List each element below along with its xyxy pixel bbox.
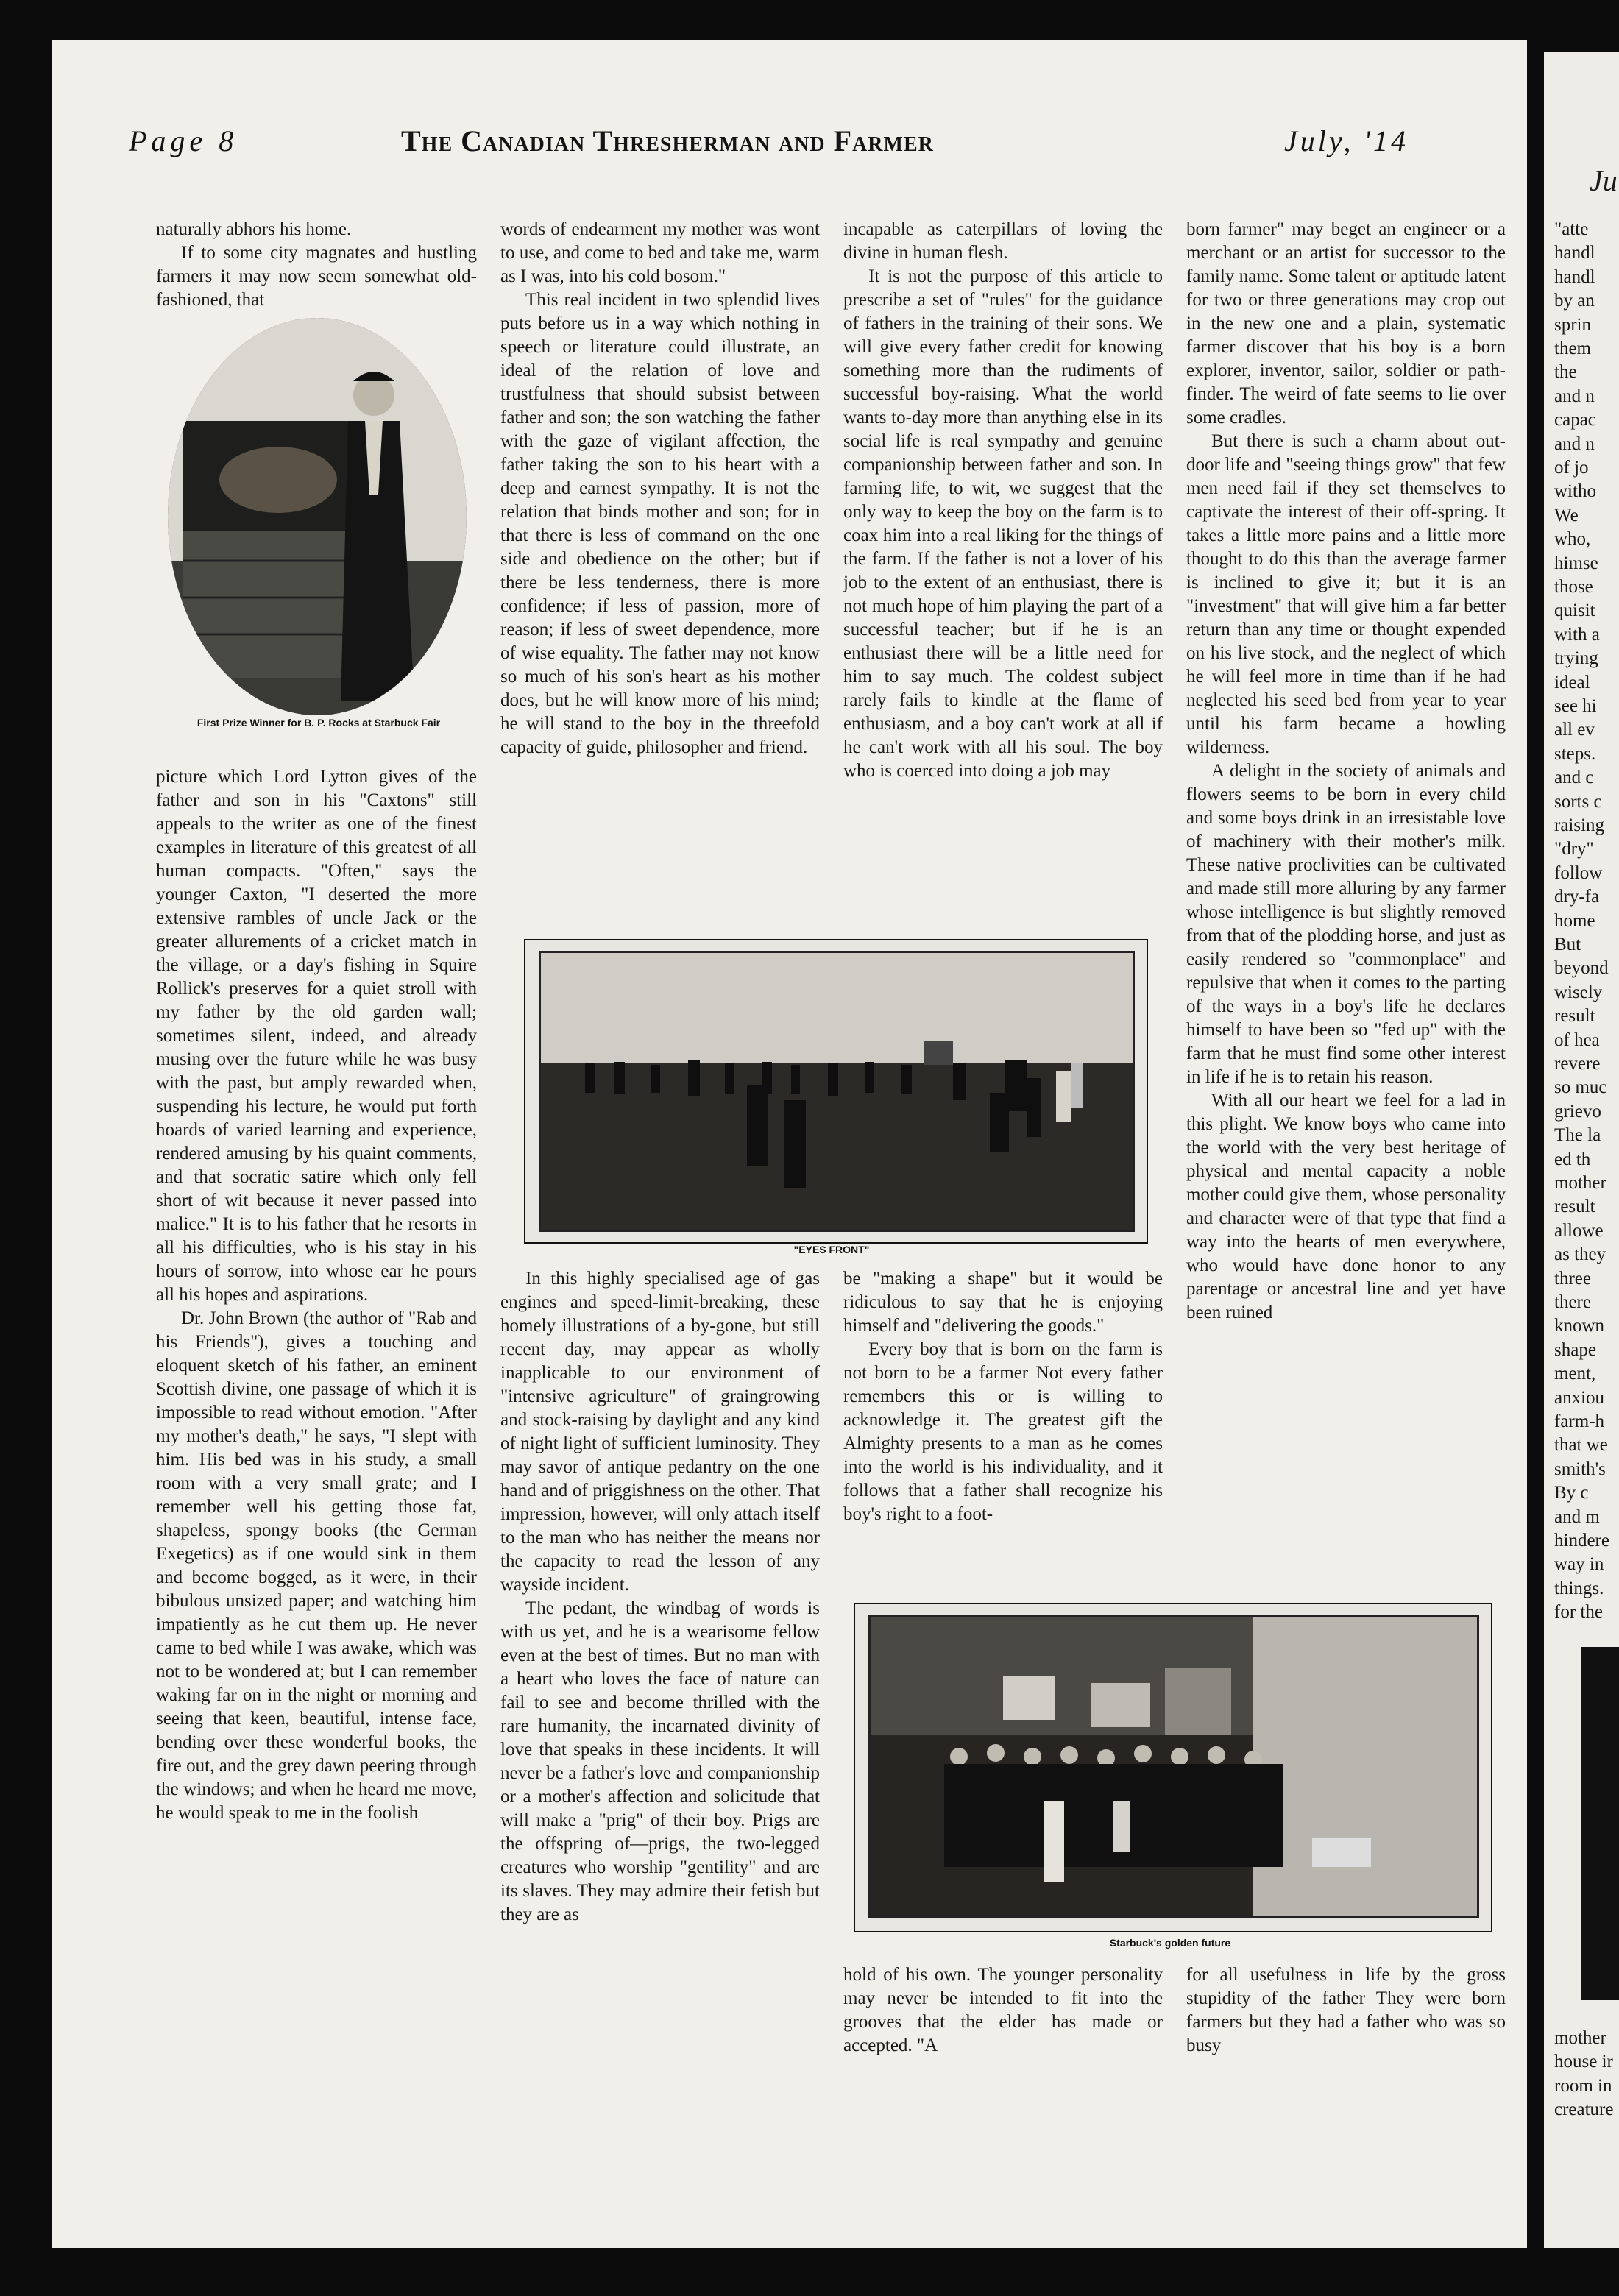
next-page-line: "dry" bbox=[1554, 839, 1594, 860]
column-3-top bbox=[843, 218, 1163, 783]
next-page-line: handl bbox=[1554, 243, 1595, 263]
next-page-photo bbox=[1581, 1647, 1619, 2000]
eyes-front-image bbox=[541, 953, 1133, 1230]
next-page-line: with a bbox=[1554, 624, 1600, 645]
next-page-line: that we bbox=[1554, 1435, 1608, 1456]
next-page-line: beyond bbox=[1554, 958, 1609, 979]
next-page-line: dry-fa bbox=[1554, 887, 1600, 907]
next-page-line: of jo bbox=[1554, 458, 1589, 478]
paragraph: But there is such a charm about out-door life and "seeing things grow" that few men need fail if they set themselves to captivate the interest of their off-spring. It takes a little more pains and a little more thought to do this than the average farmer is inclined to give it; but it is an "investment" that will give him a far better return than any time or thought expended on his live stock, and the neglect of which he will feel more in time than if he had neglected his seed bed from year to year until his farm became a howling wilderness. bbox=[1186, 431, 1506, 757]
next-page-line: there bbox=[1554, 1292, 1591, 1312]
paragraph: A delight in the society of animals and flowers seems to be born in every child and some boys drink in an irresistable love of machinery with their mother's milk. These native proclivities can be cultivated and made still more alluring by any farmer whose intelligence is but slightly removed from that of the plodding horse, and just as easily rendered so "commonplace" and repulsive that when it comes to the parting of the ways in a boy's life he declares himself to have been so "fed up" with the farm that he must find some other interest in life if he is to retain his reason. bbox=[1186, 761, 1506, 1087]
next-page-line: grievo bbox=[1554, 1101, 1601, 1122]
next-page-line: result bbox=[1554, 1006, 1595, 1027]
next-page-line: revere bbox=[1554, 1054, 1601, 1074]
next-page-line: home bbox=[1554, 910, 1595, 931]
next-page-line: by an bbox=[1554, 291, 1595, 311]
next-page-header: Ju bbox=[1590, 164, 1618, 197]
column-2-top bbox=[500, 218, 820, 759]
next-page-line: and n bbox=[1554, 386, 1595, 406]
next-page-line: hindere bbox=[1554, 1531, 1609, 1551]
next-page-line: mother bbox=[1554, 2028, 1606, 2048]
next-page-line: capac bbox=[1554, 410, 1596, 431]
column-4-top bbox=[1186, 218, 1506, 1325]
column-1-top bbox=[156, 218, 477, 312]
column-2-bottom bbox=[500, 1267, 820, 1927]
eyes-front-photo bbox=[539, 951, 1135, 1232]
next-page-line: the bbox=[1554, 362, 1577, 383]
next-page-line: them bbox=[1554, 339, 1591, 358]
paragraph: naturally abhors his home. bbox=[156, 219, 352, 239]
next-page-line: room in bbox=[1554, 2075, 1612, 2096]
next-page-line: for the bbox=[1554, 1602, 1603, 1623]
next-page-line: By c bbox=[1554, 1483, 1589, 1503]
column-4-bottom bbox=[1186, 1963, 1506, 2058]
next-page-line: raising bbox=[1554, 815, 1605, 835]
paragraph: born farmer" may beget an engineer or a merchant or an artist for successor to the family name. Some talent or aptitude latent for two or three generations may crop out in the new one and a plain, systematic farmer discover that his boy is a born explorer, inventor, sailor, soldier or path-finder. The weird of fate seems to lie over some cradles. bbox=[1186, 219, 1506, 428]
golden-future-photo bbox=[868, 1615, 1479, 1918]
next-page-line: wisely bbox=[1554, 982, 1603, 1002]
next-page-line: three bbox=[1554, 1268, 1591, 1289]
next-page-line: himse bbox=[1554, 553, 1598, 573]
next-page-line: We bbox=[1554, 505, 1579, 525]
next-page-line: smith's bbox=[1554, 1459, 1606, 1479]
paragraph: This real incident in two splendid lives puts before us in a way which nothing in speech or literature could illustrate, an ideal of the relation of love and trustfulness that should subsist between father and son; the son watching the father with the gaze of vigilant affection, the father taking the son to his heart with a deep and earnest sympathy. It is not the relation that binds mother and son; for in that there is less of command on the one side and obedience on the other; but if there be less tenderness, there is more confidence; if less of passion, more of reason; if less of sweet dependence, more of wise equality. The father may not know so much of his son's heart as his mother does, but he will know more of his mind; he will stand to the boy in the threefold capacity of guide, philosopher and friend. bbox=[500, 290, 820, 757]
next-page-line: ed th bbox=[1554, 1149, 1591, 1169]
column-3-bottom bbox=[843, 1963, 1163, 2058]
next-page-line: creature bbox=[1554, 2100, 1614, 2120]
prize-winner-photo bbox=[168, 318, 467, 715]
next-page-line: mother bbox=[1554, 1173, 1606, 1193]
paragraph: The pedant, the windbag of words is with us yet, and he is a wearisome fellow even at the best of times. But no man with a heart who loves the face of nature can fail to see and become thrilled with the rare humanity, the incarnated divinity of love that speaks in these incidents. It will never be a father's love and companionship or a mother's affection and solicitude that will make a "prig" of their boy. Prigs are the offspring of—prigs, the two-legged creatures who worship "gentility" and are its slaves. They may admire their fetish but they are as bbox=[500, 1598, 820, 1924]
paragraph: With all our heart we feel for a lad in this plight. We know boys who came into the world with the very best heritage of physical and mental capacity a noble mother could give them, whose personality and character were of that type that find a way into the hearts of men everywhere, who would have done honor to any parentage or ancestral line and yet have been ruined bbox=[1186, 1091, 1506, 1322]
next-page-line: quisit bbox=[1554, 600, 1595, 621]
paragraph: incapable as caterpillars of loving the divine in human flesh. bbox=[843, 219, 1163, 263]
next-page-line: way in bbox=[1554, 1554, 1604, 1575]
next-page-line: all ev bbox=[1554, 720, 1595, 740]
next-page-line: and m bbox=[1554, 1506, 1600, 1527]
next-page-line: ideal bbox=[1554, 672, 1590, 692]
next-page-line: those bbox=[1554, 577, 1593, 597]
issue-date: July, '14 bbox=[1284, 124, 1409, 157]
next-page-line: shape bbox=[1554, 1339, 1596, 1360]
golden-future-image bbox=[871, 1617, 1477, 1916]
next-page-line: of hea bbox=[1554, 1030, 1600, 1050]
next-page-line: handl bbox=[1554, 266, 1595, 287]
paragraph: picture which Lord Lytton gives of the father and son in his "Caxtons" still appeals to the writer as one of the finest examples in literature of this greatest of all human compacts. "Often," says the younger Caxton, "I deserted the more extensive rambles of uncle Jack or the greater allurements of a cricket match in the village, or a day's fishing in Squire Rollick's preserves for a quiet stroll with my father by the old garden wall; sometimes silent, indeed, and already musing over the future while he was busy with the past, but amply rewarded when, suspending his lecture, he would put forth hoards of varied learning and experience, rendered amusing by his quaint comments, and that socratic satire which only fell short of wit because it never passed into malice." It is to his father that he resorts in all his difficulties, who is his stay in his hours of sorrow, into whose ear he pours all his hopes and aspirations. bbox=[156, 767, 477, 1305]
column-3-middle bbox=[843, 1267, 1163, 1526]
paragraph: be "making a shape" but it would be ridiculous to say that he is enjoying himself and "delivering the goods." bbox=[843, 1269, 1163, 1336]
paragraph: for all usefulness in life by the gross stupidity of the father They were born farmers but they had a father who was so busy bbox=[1186, 1965, 1506, 2055]
next-page-line: so muc bbox=[1554, 1077, 1607, 1098]
next-page-line: trying bbox=[1554, 648, 1598, 669]
next-page-line: known bbox=[1554, 1316, 1605, 1336]
column-1-bottom bbox=[156, 765, 477, 1825]
next-page-line: "atte bbox=[1554, 219, 1589, 239]
masthead-title: The Canadian Thresherman and Farmer bbox=[401, 124, 934, 157]
next-page-line: see hi bbox=[1554, 696, 1597, 716]
next-page-line: as they bbox=[1554, 1244, 1606, 1265]
next-page-line: house ir bbox=[1554, 2052, 1613, 2072]
photo-caption: First Prize Winner for B. P. Rocks at Starbuck Fair bbox=[196, 717, 441, 729]
next-page-line: and n bbox=[1554, 433, 1595, 454]
paragraph: words of endearment my mother was wont to use, and come to bed and take me, warm as I was, into his cold bosom." bbox=[500, 219, 820, 286]
next-page-line: farm-h bbox=[1554, 1411, 1605, 1431]
next-page-line: witho bbox=[1554, 481, 1596, 502]
prize-winner-image bbox=[168, 318, 467, 715]
next-page-line: who, bbox=[1554, 529, 1591, 550]
next-page-line: things. bbox=[1554, 1578, 1604, 1598]
photo-caption: Starbuck's golden future bbox=[1109, 1937, 1231, 1949]
next-page-line: follow bbox=[1554, 862, 1603, 883]
page-number: Page 8 bbox=[129, 124, 238, 157]
paragraph: Every boy that is born on the farm is not born to be a farmer Not every father remembers this or is willing to acknowledge it. The greatest gift the Almighty presents to a man as he comes into the world is his individuality, and it follows that a father shall recognize his boy's right to a foot- bbox=[843, 1339, 1163, 1524]
next-page-line: and c bbox=[1554, 768, 1594, 788]
paragraph: It is not the purpose of this article to prescribe a set of "rules" for the guidance of fathers in the training of their sons. We will give every father credit for knowing something more than the rudiments of successful boy-raising. What the world wants to-day more than anything else in its social life is real sympathy and genuine companionship between father and son. In farming life, to wit, we suggest that the only way to keep the boy on the farm is to coax him into a real liking for the things of the farm. If the father is not a lover of his job to the extent of an enthusiast, there is not much hope of him playing the part of a successful teacher; but if he is an enthusiast there will be a little need for him to say much. The coldest subject rarely fails to kindle at the flame of enthusiasm, and a boy can't work at all if he can't work with all his soul. The boy who is coerced into doing a job may bbox=[843, 266, 1163, 781]
next-page-line: sprin bbox=[1554, 314, 1591, 335]
paragraph: If to some city magnates and hustling farmers it may now seem somewhat old-fashioned, that bbox=[156, 243, 477, 310]
next-page-line: steps. bbox=[1554, 743, 1596, 764]
next-page-line: ment, bbox=[1554, 1364, 1596, 1384]
next-page-line: The la bbox=[1554, 1125, 1601, 1146]
next-page-line: But bbox=[1554, 935, 1581, 954]
next-page-line: anxiou bbox=[1554, 1387, 1605, 1408]
next-page-line: sorts c bbox=[1554, 791, 1602, 812]
paragraph: In this highly specialised age of gas engines and speed-limit-breaking, these homely illustrations of a by-gone, but still recent day, may appear as wholly inapplicable to our environment of "intensive agriculture" of graingrowing and stock-raising by daylight and any kind of night light of sufficient luminosity. They may savor of antique pedantry on the one hand and of priggishness on the other. That impression, however, will only attach itself to the man who has neither the means nor the capacity to read the lesson of any wayside incident. bbox=[500, 1269, 820, 1595]
paragraph: Dr. John Brown (the author of "Rab and his Friends"), gives a touching and eloquent sketch of his father, an eminent Scottish divine, one passage of which it is impossible to read without emotion. "After my mother's death," he says, "I slept with him. His bed was in his study, a small room with a very small grate; and I remember well his getting those fat, shapeless, spongy books (the German Exegetics) as if one would sink in them and become bogged, as it were, in their bibulous unsized paper; and watching him impatiently as he cut them up. He never came to bed while I was awake, which was not to be wondered at; but I can remember waking far on in the night or morning and seeing that keen, beautiful, intense face, bending over these wonderful books, the fire out, and the grey dawn peering through the windows; and when he heard me move, he would speak to me in the foolish bbox=[156, 1308, 477, 1823]
photo-caption: "EYES FRONT" bbox=[793, 1244, 870, 1255]
next-page-line: allowe bbox=[1554, 1220, 1604, 1241]
next-page-line: result bbox=[1554, 1197, 1595, 1217]
paragraph: hold of his own. The younger personality may never be intended to fit into the grooves that the elder has made or accepted. "A bbox=[843, 1965, 1163, 2055]
